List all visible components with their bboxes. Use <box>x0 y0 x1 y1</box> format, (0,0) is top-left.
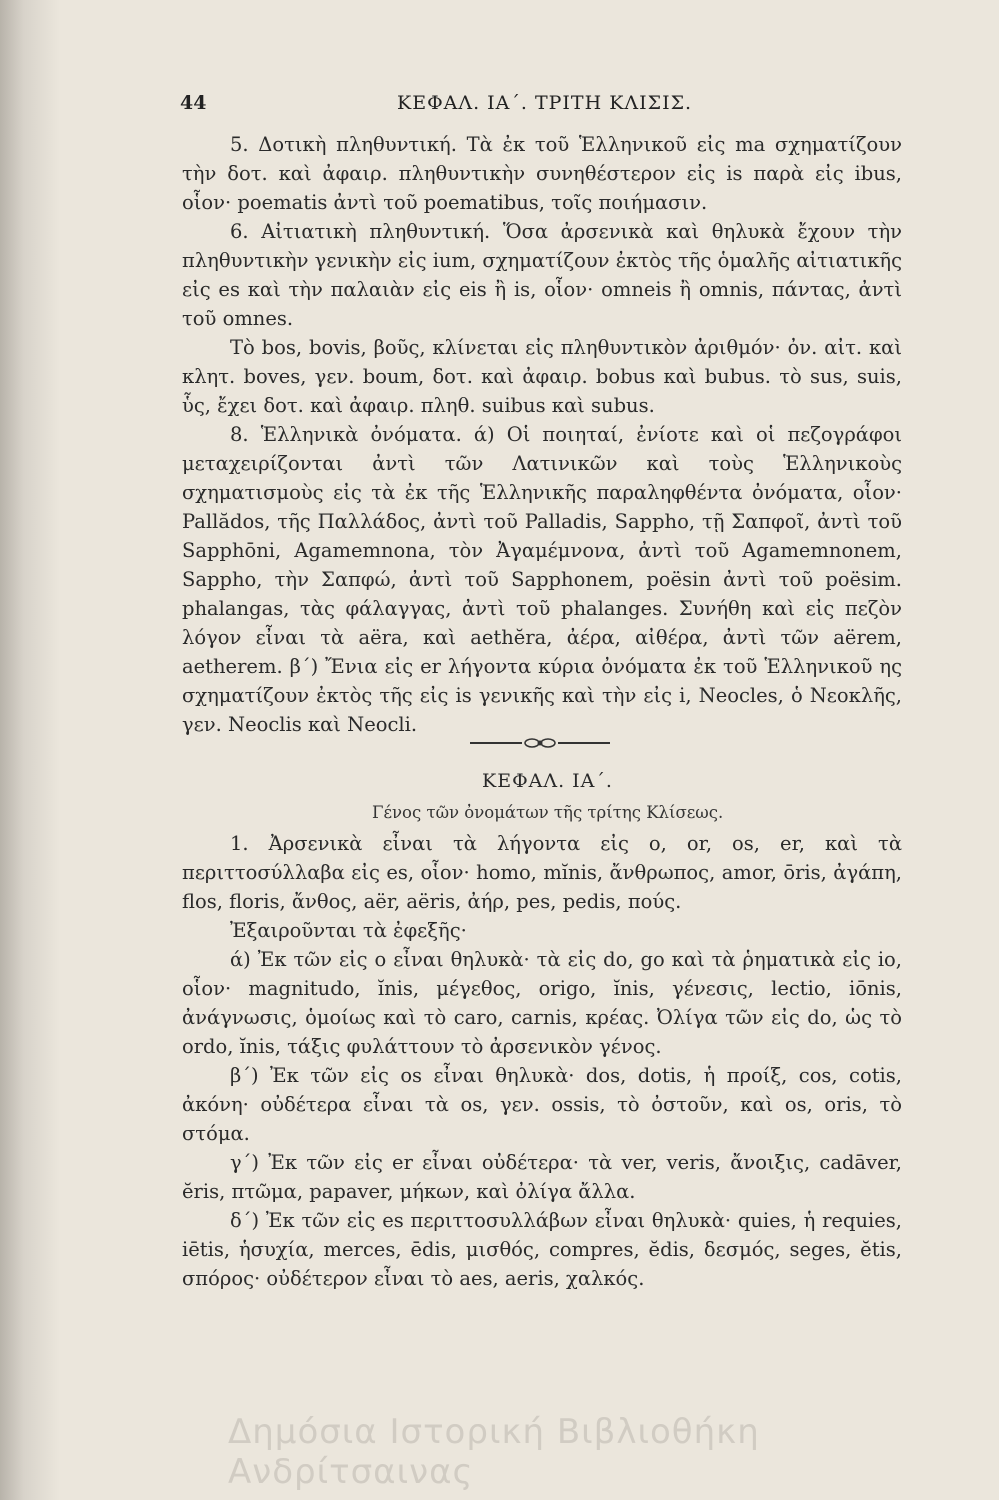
top-text-block <box>182 130 902 739</box>
paragraph-exception-o: ά) Ἐκ τῶν εἰς o εἶναι θηλυκὰ· τὰ εἰς do, go καὶ τὰ ῥηματικὰ εἰς io, οἷον· magnitudo, ĭnis, μέγεθος, origo, ĭnis, γένεσις, lectio, iōnis, ἀνάγνωσις, ὁμοίως καὶ τὸ caro, carnis, κρέας. Ὀλίγα τῶν εἰς do, ὡς τὸ ordo, ĭnis, τάξις φυλάττουν τὸ ἀρσενικὸν γένος. <box>182 948 902 1058</box>
paragraph-exception-es: δ΄) Ἐκ τῶν εἰς es περιττοσυλλάβων εἶναι θηλυκὰ· quies, ἡ requies, iētis, ἡσυχία, merces, ēdis, μισθός, compres, ĕdis, δεσμός, seges, ĕtis, σπόρος· οὐδέτερον εἶναι τὸ aes, aeris, χαλκός. <box>182 1209 902 1290</box>
paragraph-dative-plural: 5. Δοτικὴ πληθυντική. Τὰ ἐκ τοῦ Ἑλληνικοῦ εἰς ma σχηματίζουν τὴν δοτ. καὶ ἀφαιρ. πληθυντικὴν συνηθέστερον εἰς is παρὰ εἰς ibus, οἷον· poematis ἀντὶ τοῦ poematibus, τοῖς ποιήμασιν. <box>182 133 902 214</box>
paragraph-exception-er: γ΄) Ἐκ τῶν εἰς er εἶναι οὐδέτερα· τὰ ver, veris, ἄνοιξις, cadāver, ĕris, πτῶμα, papaver, μήκων, καὶ ὀλίγα ἄλλα. <box>182 1151 902 1203</box>
paragraph-bos-bovis: Τὸ bos, bovis, βοῦς, κλίνεται εἰς πληθυντικὸν ἀριθμόν· ὀν. αἰτ. καὶ κλητ. boves, γεν. boum, δοτ. καὶ ἀφαιρ. bobus καὶ bubus. τὸ sus, suis, ὗς, ἔχει δοτ. καὶ ἀφαιρ. πληθ. suibus καὶ subus. <box>182 336 902 417</box>
chapter-title: ΚΕΦΑΛ. ΙΑ΄. <box>482 770 613 792</box>
paragraph-exception-os: β΄) Ἐκ τῶν εἰς os εἶναι θηλυκὰ· dos, dotis, ἡ προίξ, cos, cotis, ἀκόνη· οὐδέτερα εἶναι τὰ os, γεν. ossis, τὸ ὀστοῦν, καὶ os, oris, τὸ στόμα. <box>182 1064 902 1145</box>
running-head: ΚΕΦΑΛ. ΙΑ΄. ΤΡΙΤΗ ΚΛΙΣΙΣ. <box>397 92 693 114</box>
paragraph-accusative-plural: 6. Αἰτιατικὴ πληθυντική. Ὅσα ἀρσενικὰ καὶ θηλυκὰ ἔχουν τὴν πληθυντικὴν γενικὴν εἰς ium, σχηματίζουν ἐκτὸς τῆς ὁμαλῆς αἰτιατικῆς εἰς es καὶ τὴν παλαιὰν εἰς eis ἢ is, οἷον· omneis ἢ omnis, πάντας, ἀντὶ τοῦ omnes. <box>182 220 902 330</box>
paragraph-exceptions-intro: Ἐξαιροῦνται τὰ ἐφεξῆς· <box>230 919 467 942</box>
library-watermark: Δημόσια Ιστορική Βιβλιοθήκη Ανδρίτσαινας <box>228 1412 760 1492</box>
bottom-text-block <box>182 829 902 1293</box>
section-divider-ornament <box>470 735 610 751</box>
binding-shadow <box>0 0 60 1500</box>
chapter-subtitle: Γένος τῶν ὀνομάτων τῆς τρίτης Κλίσεως. <box>372 803 724 822</box>
paragraph-masculine-endings: 1. Ἀρσενικὰ εἶναι τὰ λήγοντα εἰς o, or, os, er, καὶ τὰ περιττοσύλλαβα εἰς es, οἷον· homo, mĭnis, ἄνθρωπος, amor, ōris, ἀγάπη, flos, floris, ἄνθος, aër, aëris, ἀήρ, pes, pedis, πούς. <box>182 832 902 913</box>
paragraph-greek-nouns: 8. Ἑλληνικὰ ὀνόματα. ά) Οἱ ποιηταί, ἐνίοτε καὶ οἱ πεζογράφοι μεταχειρίζονται ἀντὶ τῶν Λατινικῶν καὶ τοὺς Ἑλληνικοὺς σχηματισμοὺς εἰς τὰ ἐκ τῆς Ἑλληνικῆς παραληφθέντα ὀνόματα, οἷον· Pallădos, τῆς Παλλάδος, ἀντὶ τοῦ Palladis, Sappho, τῇ Σαπφοῖ, ἀντὶ τοῦ Sapphōni, Agamemnona, τὸν Ἀγαμέμνονα, ἀντὶ τοῦ Agamemnonem, Sappho, τὴν Σαπφώ, ἀντὶ τοῦ Sapphonem, poësin ἀντὶ τοῦ poësim. phalangas, τὰς φάλαγγας, ἀντὶ τοῦ phalanges. Συνήθη καὶ εἰς πεζὸν λόγον εἶναι τὰ aëra, καὶ aethĕra, ἀέρα, αἰθέρα, ἀντὶ τῶν aërem, aetherem. β΄) Ἔνια εἰς er λήγοντα κύρια ὀνόματα ἐκ τοῦ Ἑλληνικοῦ ης σχηματίζουν ἐκτὸς τῆς εἰς is γενικῆς καὶ τὴν εἰς i, Neocles, ὁ Νεοκλῆς, γεν. Neoclis καὶ Neocli. <box>182 423 902 736</box>
page-number: 44 <box>180 92 207 114</box>
